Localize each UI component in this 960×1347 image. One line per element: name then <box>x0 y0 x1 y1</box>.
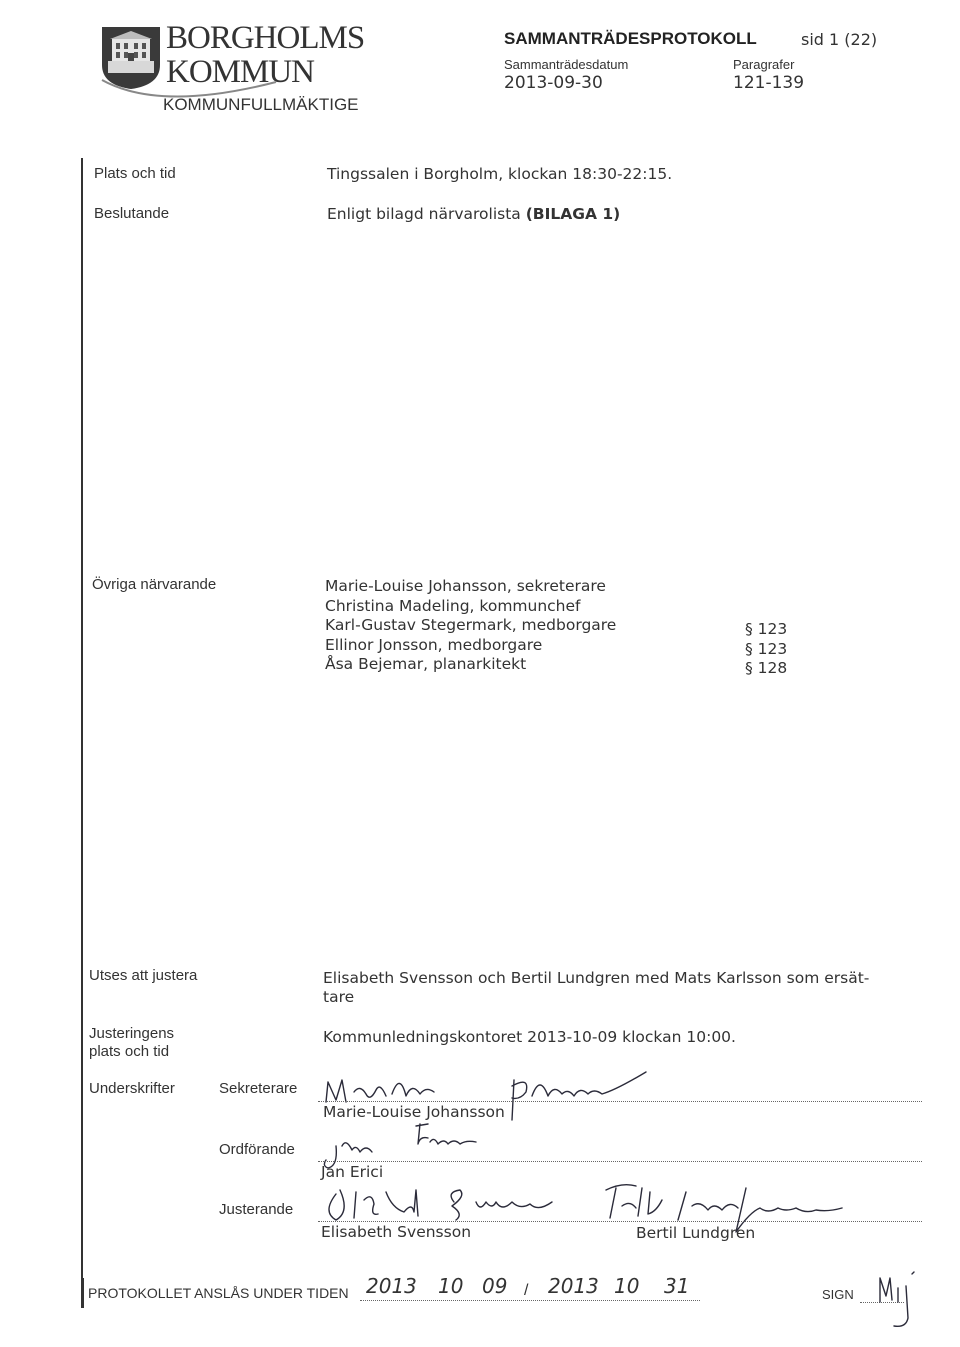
org-name-line2: KOMMUN <box>166 54 315 90</box>
paragraphs-value: 121-139 <box>733 73 805 93</box>
paragraph-ref: § 123 <box>745 620 788 638</box>
document-title: SAMMANTRÄDESPROTOKOLL <box>504 29 757 48</box>
posting-from-month: 10 <box>438 1274 464 1298</box>
chair-name: Jan Erici <box>321 1163 384 1181</box>
meeting-date-value: 2013-09-30 <box>504 73 603 93</box>
deciding-value-text: Enligt bilagd närvarolista <box>327 205 521 223</box>
adjuster-signature-line <box>318 1221 922 1222</box>
adjusters-label: Utses att justera <box>89 967 198 984</box>
posting-period-label: PROTOKOLLET ANSLÅS UNDER TIDEN <box>88 1285 349 1301</box>
initials-signature <box>872 1266 932 1336</box>
adjuster1-name: Elisabeth Svensson <box>321 1223 472 1241</box>
sign-label: SIGN <box>822 1287 854 1302</box>
list-item: Marie-Louise Johansson, sekreterare <box>325 577 606 595</box>
secretary-signature-line <box>318 1101 922 1102</box>
place-label: Plats och tid <box>94 165 176 182</box>
page-number: sid 1 (22) <box>801 30 878 49</box>
adjusters-value-line2: tare <box>323 988 355 1006</box>
others-present-list <box>325 577 616 675</box>
place-value: Tingssalen i Borgholm, klockan 18:30-22:15. <box>327 165 673 183</box>
chair-signature-line <box>318 1161 922 1162</box>
adjusters-value-line1: Elisabeth Svensson och Bertil Lundgren med Mats Karlsson som ersät- <box>323 969 870 987</box>
others-present-label: Övriga närvarande <box>92 576 217 593</box>
secretary-name: Marie-Louise Johansson <box>323 1103 505 1121</box>
left-margin-rule <box>81 158 83 1308</box>
org-name-line1: BORGHOLMS <box>166 20 365 56</box>
paragraphs-label: Paragrafer <box>733 57 795 72</box>
secretary-label: Sekreterare <box>219 1080 298 1097</box>
deciding-value <box>327 205 620 223</box>
paragraph-ref: § 128 <box>745 659 788 677</box>
posting-from-day: 09 <box>482 1274 508 1298</box>
posting-to-year: 2013 <box>548 1274 599 1298</box>
adjuster-label: Justerande <box>219 1201 294 1218</box>
posting-period-line <box>360 1300 700 1301</box>
paragraph-references <box>745 620 787 679</box>
list-item: Karl-Gustav Stegermark, medborgare <box>325 616 617 634</box>
deciding-label: Beslutande <box>94 205 170 222</box>
paragraph-ref: § 123 <box>745 639 788 658</box>
list-item: Christina Madeling, kommunchef <box>325 596 581 615</box>
posting-from-year: 2013 <box>366 1274 417 1298</box>
attachment-reference: (BILAGA 1) <box>525 205 621 223</box>
adjustment-place-label-line2: plats och tid <box>89 1043 170 1060</box>
posting-separator: / <box>524 1282 529 1299</box>
adjustment-place-value: Kommunledningskontoret 2013-10-09 klockan 10:00. <box>323 1028 736 1046</box>
list-item: Ellinor Jonsson, medborgare <box>325 635 543 654</box>
council-name: KOMMUNFULLMÄKTIGE <box>163 95 359 114</box>
list-item: Åsa Bejemar, planarkitekt <box>325 655 527 673</box>
chair-label: Ordförande <box>219 1141 295 1158</box>
footer-rule <box>82 1278 84 1308</box>
adjustment-place-label-line1: Justeringens <box>89 1025 175 1042</box>
posting-to-day: 31 <box>664 1274 690 1298</box>
meeting-date-label: Sammanträdesdatum <box>504 57 629 72</box>
adjuster2-name: Bertil Lundgren <box>636 1224 756 1242</box>
signatures-label: Underskrifter <box>89 1080 175 1097</box>
posting-to-month: 10 <box>614 1274 640 1298</box>
